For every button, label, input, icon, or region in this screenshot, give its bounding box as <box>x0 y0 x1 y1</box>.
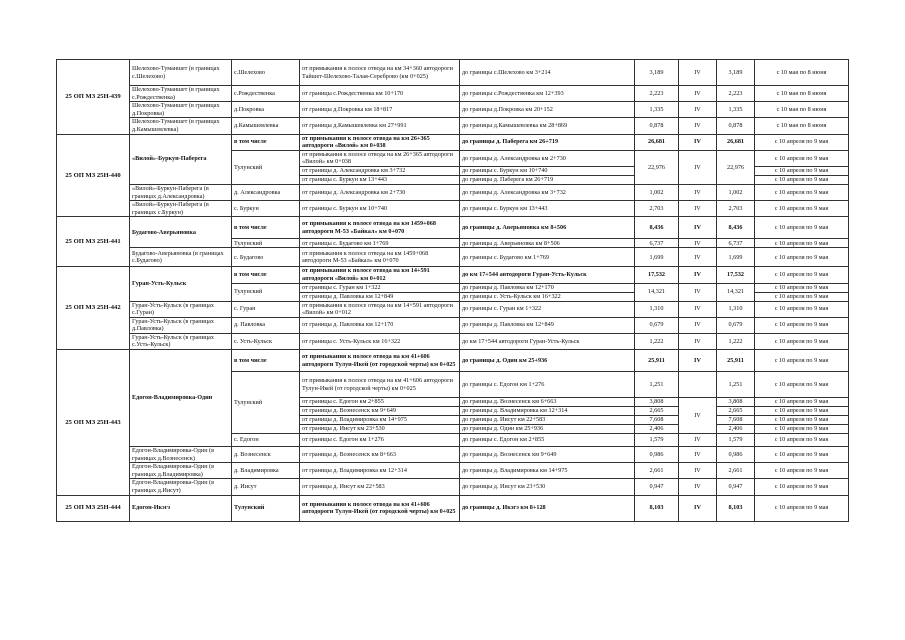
restricted-length-cell: 0,679 <box>717 317 755 333</box>
segment-start-cell: от границы д. Иисут км 22+583 <box>300 479 460 495</box>
table-row <box>57 479 849 495</box>
road-name-cell: «Вилой»-Буркун-Паберега (в границах д.Александровка) <box>130 184 232 200</box>
restriction-period-cell: с 10 апреля по 9 мая <box>755 479 849 495</box>
segment-start-cell: от примыкания к полосе отвода на км 1459+068 автодороги М-53 «Байкал» км 0+070 <box>300 248 460 267</box>
table-row <box>57 495 849 521</box>
locality-cell: с.Шелехово <box>232 60 300 86</box>
segment-start-cell: от примыкания к полосе отвода на км 41+606 автодороги Тулун-Икей (от городской черты) км 0+025 <box>300 372 460 398</box>
restriction-period-cell: с 10 апреля по 9 мая <box>755 495 849 521</box>
category-cell: IV <box>679 239 717 248</box>
restriction-period-cell: с 10 апреля по 9 мая <box>755 350 849 372</box>
category-cell: IV <box>679 134 717 150</box>
length-cell: 1,335 <box>635 102 679 118</box>
table-row <box>57 248 849 267</box>
segment-start-cell: от границы с. Буркун км 10+740 <box>300 201 460 217</box>
road-name-cell: Шелехово-Туманшет (в границах д.Покровка) <box>130 102 232 118</box>
locality-cell: д. Александровка <box>232 184 300 200</box>
length-cell: 2,665 <box>635 407 679 416</box>
segment-start-cell: от примыкания к полосе отвода на км 41+606 автодороги Тулун-Икей (от городской черты) км 0+025 <box>300 495 460 521</box>
locality-cell: с.Рождественка <box>232 86 300 102</box>
locality-cell: д. Владимировка <box>232 463 300 479</box>
restriction-period-cell: с 10 апреля по 9 мая <box>755 248 849 267</box>
restriction-period-cell: с 10 апреля по 9 мая <box>755 267 849 283</box>
segment-end-cell: до границы д. Вознесенск км 9+649 <box>460 447 635 463</box>
road-name-cell: Шелехово-Туманшет (в границах с.Шелехово) <box>130 60 232 86</box>
length-cell: 2,223 <box>635 86 679 102</box>
segment-start-cell: от примыкания к полосе отвода на км 34+360 автодороги Тайшет-Шелехово-Талая-Сереброво (км 0+025) <box>300 60 460 86</box>
restriction-period-cell: с 10 апреля по 9 мая <box>755 407 849 416</box>
restricted-length-cell: 1,002 <box>717 184 755 200</box>
segment-start-cell: от примыкания к полосе отвода на км 14+591 автодороги «Вилой» км 0+012 <box>300 301 460 317</box>
length-cell: 22,976 <box>635 150 679 184</box>
restricted-length-cell: 1,699 <box>717 248 755 267</box>
restricted-length-cell: 0,986 <box>717 447 755 463</box>
locality-cell: в том числе <box>232 217 300 239</box>
restricted-length-cell: 2,661 <box>717 463 755 479</box>
restricted-length-cell: 3,189 <box>717 60 755 86</box>
restriction-period-cell: с 10 апреля по 9 мая <box>755 134 849 150</box>
road-name-cell: Гуран-Усть-Кульск (в границах с.Гуран) <box>130 301 232 317</box>
segment-start-cell: от примыкания к полосе отвода на км 14+591 автодороги «Вилой» км 0+012 <box>300 267 460 283</box>
locality-cell: Тулунский <box>232 150 300 184</box>
category-cell: IV <box>679 350 717 372</box>
restricted-length-cell: 22,976 <box>717 150 755 184</box>
table-row <box>57 267 849 283</box>
category-cell: IV <box>679 463 717 479</box>
restriction-period-cell: с 10 апреля по 9 мая <box>755 239 849 248</box>
segment-end-cell: до границы с. Едогон км 1+276 <box>460 372 635 398</box>
restriction-period-cell: с 10 апреля по 9 мая <box>755 398 849 407</box>
length-cell: 14,321 <box>635 283 679 301</box>
locality-cell: д. Иисут <box>232 479 300 495</box>
segment-start-cell: от границы д. Владимировка км 14+975 <box>300 416 460 425</box>
length-cell: 1,222 <box>635 333 679 349</box>
road-code-cell: 25 ОП МЗ 25Н-440 <box>57 134 130 217</box>
segment-end-cell: до км 17+544 автодороги Гуран-Усть-Кульск <box>460 267 635 283</box>
category-cell: IV <box>679 301 717 317</box>
locality-cell: в том числе <box>232 134 300 150</box>
segment-start-cell: от примыкания к полосе отвода на км 26+365 автодороги «Вилой» км 0+038 <box>300 150 460 166</box>
locality-cell: в том числе <box>232 350 300 372</box>
restricted-length-cell: 2,665 <box>717 407 755 416</box>
road-name-cell: Едогон-Владимировка-Один <box>130 350 232 447</box>
restricted-length-cell: 17,532 <box>717 267 755 283</box>
road-name-cell: Гуран-Усть-Кульск (в границах д.Павловка) <box>130 317 232 333</box>
segment-end-cell: до границы д. Павловка км 12+849 <box>460 317 635 333</box>
restricted-length-cell: 7,608 <box>717 416 755 425</box>
length-cell: 8,103 <box>635 495 679 521</box>
segment-start-cell: от границы д. Павловка км 12+849 <box>300 292 460 301</box>
category-cell: IV <box>679 495 717 521</box>
table-body <box>57 60 849 522</box>
segment-start-cell: от границы с. Будагово км 1+769 <box>300 239 460 248</box>
segment-start-cell: от границы д. Павловка км 12+170 <box>300 317 460 333</box>
segment-end-cell: до границы д. Один км 25+936 <box>460 350 635 372</box>
restricted-length-cell: 1,251 <box>717 372 755 398</box>
segment-start-cell: от примыкания к полосе отвода на км 1459+068 автодороги М-53 «Байкал» км 0+070 <box>300 217 460 239</box>
road-name-cell: Едогон-Владимировка-Один (в границах д.Владимировка) <box>130 463 232 479</box>
road-name-cell: Гуран-Усть-Кульск <box>130 267 232 301</box>
segment-end-cell: до границы с. Буркун км 10+740 <box>460 166 635 175</box>
segment-end-cell: до границы д. Икэгэ км 8+128 <box>460 495 635 521</box>
restriction-period-cell: с 10 апреля по 9 мая <box>755 333 849 349</box>
road-name-cell: Едогон-Владимировка-Один (в границах д.Иисут) <box>130 479 232 495</box>
road-name-cell: Шелехово-Туманшет (в границах д.Камышевлевка) <box>130 118 232 134</box>
table-row <box>57 60 849 86</box>
restricted-length-cell: 14,321 <box>717 283 755 301</box>
restriction-period-cell: с 10 мая по 8 июня <box>755 102 849 118</box>
segment-end-cell: до границы д. Паберега км 26+719 <box>460 175 635 184</box>
segment-end-cell: до границы д. Вознесенск км 6+663 <box>460 398 635 407</box>
road-name-cell: Будагово-Аверьяновка <box>130 217 232 248</box>
category-cell: IV <box>679 317 717 333</box>
restriction-period-cell: с 10 апреля по 9 мая <box>755 175 849 184</box>
table-row <box>57 201 849 217</box>
category-cell: IV <box>679 217 717 239</box>
category-cell: IV <box>679 248 717 267</box>
restricted-length-cell: 8,436 <box>717 217 755 239</box>
road-name-cell: Будагово-Аверьяновка (в границах с.Будагово) <box>130 248 232 267</box>
segment-end-cell: до границы д. Александровка км 3+732 <box>460 184 635 200</box>
length-cell: 8,436 <box>635 217 679 239</box>
segment-end-cell: до границы д.Покровка км 20+152 <box>460 102 635 118</box>
segment-start-cell: от границы д. Александровка км 3+732 <box>300 166 460 175</box>
locality-cell: Тулунский <box>232 239 300 248</box>
length-cell: 1,579 <box>635 434 679 447</box>
restricted-length-cell: 25,911 <box>717 350 755 372</box>
restriction-period-cell: с 10 апреля по 9 мая <box>755 425 849 434</box>
length-cell: 1,002 <box>635 184 679 200</box>
restriction-period-cell: с 10 апреля по 9 мая <box>755 301 849 317</box>
restriction-period-cell: с 10 мая по 8 июня <box>755 86 849 102</box>
table-row <box>57 134 849 150</box>
road-name-cell: Едогон-Владимировка-Один (в границах д.Вознесенск) <box>130 447 232 463</box>
length-cell: 2,661 <box>635 463 679 479</box>
restriction-period-cell: с 10 апреля по 9 мая <box>755 150 849 166</box>
segment-start-cell: от границы с.Рождественка км 10+170 <box>300 86 460 102</box>
restriction-period-cell: с 10 апреля по 9 мая <box>755 184 849 200</box>
restriction-period-cell: с 10 мая по 8 июня <box>755 118 849 134</box>
segment-end-cell: до границы д. Владимировка км 14+975 <box>460 463 635 479</box>
category-cell: IV <box>679 102 717 118</box>
category-cell <box>679 372 717 398</box>
category-cell: IV <box>679 60 717 86</box>
segment-start-cell: от границы д. Вознесенск км 8+663 <box>300 447 460 463</box>
locality-cell: д. Вознесенск <box>232 447 300 463</box>
segment-start-cell: от границы с. Буркун км 13+443 <box>300 175 460 184</box>
category-cell: IV <box>679 479 717 495</box>
locality-cell: с. Гуран <box>232 301 300 317</box>
segment-end-cell: до границы д. Один км 25+936 <box>460 425 635 434</box>
segment-end-cell: до границы д. Владимировка км 12+314 <box>460 407 635 416</box>
segment-start-cell: от границы д. Владимировка км 12+314 <box>300 463 460 479</box>
road-name-cell: Едогон-Икэгэ <box>130 495 232 521</box>
restriction-period-cell: с 10 апреля по 9 мая <box>755 317 849 333</box>
segment-start-cell: от границы с. Едогон км 2+855 <box>300 398 460 407</box>
category-cell: IV <box>679 201 717 217</box>
restricted-length-cell: 2,406 <box>717 425 755 434</box>
category-cell: IV <box>679 184 717 200</box>
road-restrictions-table <box>56 59 849 522</box>
locality-cell: с. Будагово <box>232 248 300 267</box>
length-cell: 1,310 <box>635 301 679 317</box>
segment-end-cell: до границы д. Павловка км 12+170 <box>460 283 635 292</box>
length-cell: 25,911 <box>635 350 679 372</box>
table-row <box>57 447 849 463</box>
segment-end-cell: до границы с. Будагово км 1+769 <box>460 248 635 267</box>
road-code-cell: 25 ОП МЗ 25Н-439 <box>57 60 130 135</box>
road-name-cell: Гуран-Усть-Кульск (в границах с.Усть-Кульск) <box>130 333 232 349</box>
length-cell: 2,703 <box>635 201 679 217</box>
segment-end-cell: до границы д. Аверьяновка км 8+506 <box>460 217 635 239</box>
restricted-length-cell: 3,808 <box>717 398 755 407</box>
segment-end-cell: до границы с. Гуран км 1+322 <box>460 301 635 317</box>
restricted-length-cell: 26,681 <box>717 134 755 150</box>
category-cell: IV <box>679 283 717 301</box>
category-cell: IV <box>679 150 717 184</box>
table-row <box>57 350 849 372</box>
segment-start-cell: от границы д. Иисут км 23+530 <box>300 425 460 434</box>
segment-end-cell: до границы с.Шелехово км 3+214 <box>460 60 635 86</box>
locality-cell: с. Едогон <box>232 434 300 447</box>
length-cell: 0,986 <box>635 447 679 463</box>
length-cell: 3,189 <box>635 60 679 86</box>
length-cell: 1,699 <box>635 248 679 267</box>
segment-end-cell: до границы с. Едогон км 2+855 <box>460 434 635 447</box>
restricted-length-cell: 1,579 <box>717 434 755 447</box>
length-cell: 26,681 <box>635 134 679 150</box>
segment-end-cell: до границы с.Рождественка км 12+393 <box>460 86 635 102</box>
road-code-cell: 25 ОП МЗ 25Н-444 <box>57 495 130 521</box>
restriction-period-cell: с 10 апреля по 9 мая <box>755 416 849 425</box>
road-name-cell: «Вилой»-Буркун-Паберега (в границах с.Буркун) <box>130 201 232 217</box>
restriction-period-cell: с 10 мая по 8 июня <box>755 60 849 86</box>
table-row <box>57 217 849 239</box>
road-name-cell: «Вилой»-Буркун-Паберега <box>130 134 232 184</box>
segment-start-cell: от границы с. Едогон км 1+276 <box>300 434 460 447</box>
table-row <box>57 118 849 134</box>
category-cell: IV <box>679 398 717 434</box>
restriction-period-cell: с 10 апреля по 9 мая <box>755 217 849 239</box>
road-name-cell: Шелехово-Туманшет (в границах с.Рождественка) <box>130 86 232 102</box>
restriction-period-cell: с 10 апреля по 9 мая <box>755 447 849 463</box>
locality-cell: д.Покровка <box>232 102 300 118</box>
length-cell: 3,808 <box>635 398 679 407</box>
restricted-length-cell: 1,335 <box>717 102 755 118</box>
segment-end-cell: до границы с. Буркун км 13+443 <box>460 201 635 217</box>
segment-start-cell: от примыкания к полосе отвода на км 41+606 автодороги Тулун-Икей (от городской черты) км 0+025 <box>300 350 460 372</box>
restriction-period-cell: с 10 апреля по 9 мая <box>755 283 849 292</box>
road-code-cell: 25 ОП МЗ 25Н-441 <box>57 217 130 267</box>
locality-cell: Тулунский <box>232 283 300 301</box>
segment-start-cell: от границы с. Усть-Кульск км 16+322 <box>300 333 460 349</box>
restricted-length-cell: 0,878 <box>717 118 755 134</box>
restricted-length-cell: 1,310 <box>717 301 755 317</box>
category-cell: IV <box>679 434 717 447</box>
segment-start-cell: от границы д.Покровка км 18+817 <box>300 102 460 118</box>
table-row <box>57 184 849 200</box>
segment-end-cell: до км 17+544 автодороги Гуран-Усть-Кульск <box>460 333 635 349</box>
length-cell: 2,406 <box>635 425 679 434</box>
segment-end-cell: до границы д. Александровка км 2+730 <box>460 150 635 166</box>
restricted-length-cell: 8,103 <box>717 495 755 521</box>
restricted-length-cell: 2,223 <box>717 86 755 102</box>
length-cell: 0,878 <box>635 118 679 134</box>
locality-cell: с. Буркун <box>232 201 300 217</box>
category-cell: IV <box>679 118 717 134</box>
length-cell: 6,737 <box>635 239 679 248</box>
segment-end-cell: до границы д. Иисут км 23+530 <box>460 479 635 495</box>
category-cell: IV <box>679 447 717 463</box>
road-code-cell: 25 ОП МЗ 25Н-442 <box>57 267 130 350</box>
category-cell: IV <box>679 333 717 349</box>
restricted-length-cell: 2,703 <box>717 201 755 217</box>
segment-start-cell: от границы д. Александровка км 2+730 <box>300 184 460 200</box>
segment-end-cell: до границы с. Усть-Кульск км 16+322 <box>460 292 635 301</box>
segment-start-cell: от границы д. Вознесенск км 9+649 <box>300 407 460 416</box>
restriction-period-cell: с 10 апреля по 9 мая <box>755 463 849 479</box>
segment-start-cell: от границы с. Гуран км 1+322 <box>300 283 460 292</box>
segment-end-cell: до границы д. Паберега км 26+719 <box>460 134 635 150</box>
restriction-period-cell: с 10 апреля по 9 мая <box>755 292 849 301</box>
length-cell: 17,532 <box>635 267 679 283</box>
table-row <box>57 86 849 102</box>
segment-start-cell: от границы д.Камышевлевка км 27+991 <box>300 118 460 134</box>
length-cell: 1,251 <box>635 372 679 398</box>
restriction-period-cell: с 10 апреля по 9 мая <box>755 166 849 175</box>
locality-cell: в том числе <box>232 267 300 283</box>
restricted-length-cell: 1,222 <box>717 333 755 349</box>
table-row <box>57 102 849 118</box>
segment-end-cell: до границы д. Аверьяновка км 8+506 <box>460 239 635 248</box>
table-row <box>57 317 849 333</box>
restriction-period-cell: с 10 апреля по 9 мая <box>755 201 849 217</box>
table-row <box>57 301 849 317</box>
segment-end-cell: до границы д. Иисут км 22+583 <box>460 416 635 425</box>
length-cell: 7,608 <box>635 416 679 425</box>
restriction-period-cell: с 10 апреля по 9 мая <box>755 434 849 447</box>
category-cell: IV <box>679 86 717 102</box>
length-cell: 0,947 <box>635 479 679 495</box>
length-cell: 0,679 <box>635 317 679 333</box>
restriction-period-cell: с 10 апреля по 9 мая <box>755 372 849 398</box>
segment-end-cell: до границы д.Камышевлевка км 28+869 <box>460 118 635 134</box>
table-row <box>57 463 849 479</box>
locality-cell: Тулунский <box>232 372 300 434</box>
segment-start-cell: от примыкания к полосе отвода на км 26+365 автодороги «Вилой» км 0+038 <box>300 134 460 150</box>
restricted-length-cell: 0,947 <box>717 479 755 495</box>
locality-cell: Тулунский <box>232 495 300 521</box>
restriction-table-sheet <box>56 59 848 522</box>
locality-cell: д. Павловка <box>232 317 300 333</box>
category-cell: IV <box>679 267 717 283</box>
restricted-length-cell: 6,737 <box>717 239 755 248</box>
table-row <box>57 333 849 349</box>
locality-cell: с. Усть-Кульск <box>232 333 300 349</box>
locality-cell: д.Камышевлевка <box>232 118 300 134</box>
road-code-cell: 25 ОП МЗ 25Н-443 <box>57 350 130 496</box>
